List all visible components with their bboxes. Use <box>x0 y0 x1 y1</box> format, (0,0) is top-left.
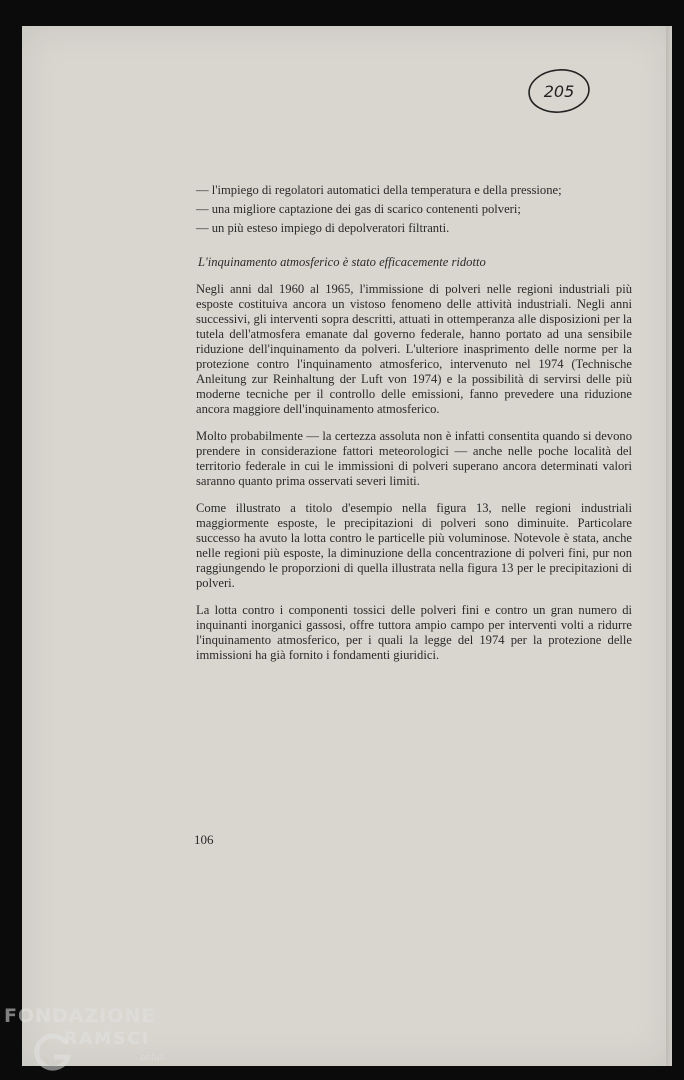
watermark-line2: RAMSCI <box>64 1029 151 1049</box>
body-text <box>196 282 632 675</box>
bullet-list <box>196 181 632 238</box>
handwritten-number-text: 205 <box>543 82 575 101</box>
watermark-line3: onlus <box>140 1053 165 1063</box>
handwritten-circle <box>527 66 591 116</box>
watermark-logo <box>4 1005 184 1075</box>
paragraph: Negli anni dal 1960 al 1965, l'immissione di polveri nelle regioni industriali più esposte costituiva ancora un vistoso fenomeno delle attività industriali. Negli anni successivi, gli interventi sopra descritti, attuati in ottemperanza alle disposizioni per la tutela dell'atmosfera emanate dal governo federale, hanno portato ad una sensibile riduzione dell'inquinamento da polveri. L'ulteriore inasprimento delle norme per la protezione contro l'inquinamento atmosferico, intervenuto nel 1974 (Technische Anleitung zur Reinhaltung der Luft von 1974) e la possibilità di servirsi delle più moderne tecniche per il controllo delle emissioni, fanno prevedere una riduzione ancora maggiore dell'inquinamento atmosferico. <box>196 282 632 416</box>
page-number: 106 <box>194 832 214 847</box>
paragraph: Come illustrato a titolo d'esempio nella figura 13, nelle regioni industriali maggiormente esposte, le precipitazioni di polveri sono diminuite. Particolare successo ha avuto la lotta contro le particelle più voluminose. Notevole è stata, anche nelle regioni più esposte, la diminuzione della concentrazione di polveri fini, pur non raggiungendo le proporzioni di quella illustrata nella figura 13 per le precipitazioni di polveri. <box>196 501 632 590</box>
page-edge <box>666 26 672 1066</box>
section-heading: L'inquinamento atmosferico è stato efficacemente ridotto <box>198 255 486 269</box>
bullet-item: — una migliore captazione dei gas di scarico contenenti polveri; <box>196 202 521 216</box>
paragraph: La lotta contro i componenti tossici delle polveri fini e contro un gran numero di inquinanti inorganici gassosi, offre tuttora ampio campo per interventi volti a ridurre l'inquinamento atmosferico, per i quali la legge del 1974 per la protezione delle immissioni ha già fornito i fondamenti giuridici. <box>196 603 632 662</box>
bullet-item: — un più esteso impiego di depolveratori filtranti. <box>196 221 450 235</box>
watermark-line1: FONDAZIONE <box>4 1005 156 1027</box>
paragraph: Molto probabilmente — la certezza assoluta non è infatti consentita quando si devono prendere in considerazione fattori meteorologici — anche nelle poche località del territorio federale in cui le immissioni di polveri superano ancora determinati valori saranno quanto prima osservati severi limiti. <box>196 429 632 488</box>
bullet-item: — l'impiego di regolatori automatici della temperatura e della pressione; <box>196 183 562 197</box>
handwritten-page-number <box>527 66 591 116</box>
document-page <box>22 26 672 1066</box>
